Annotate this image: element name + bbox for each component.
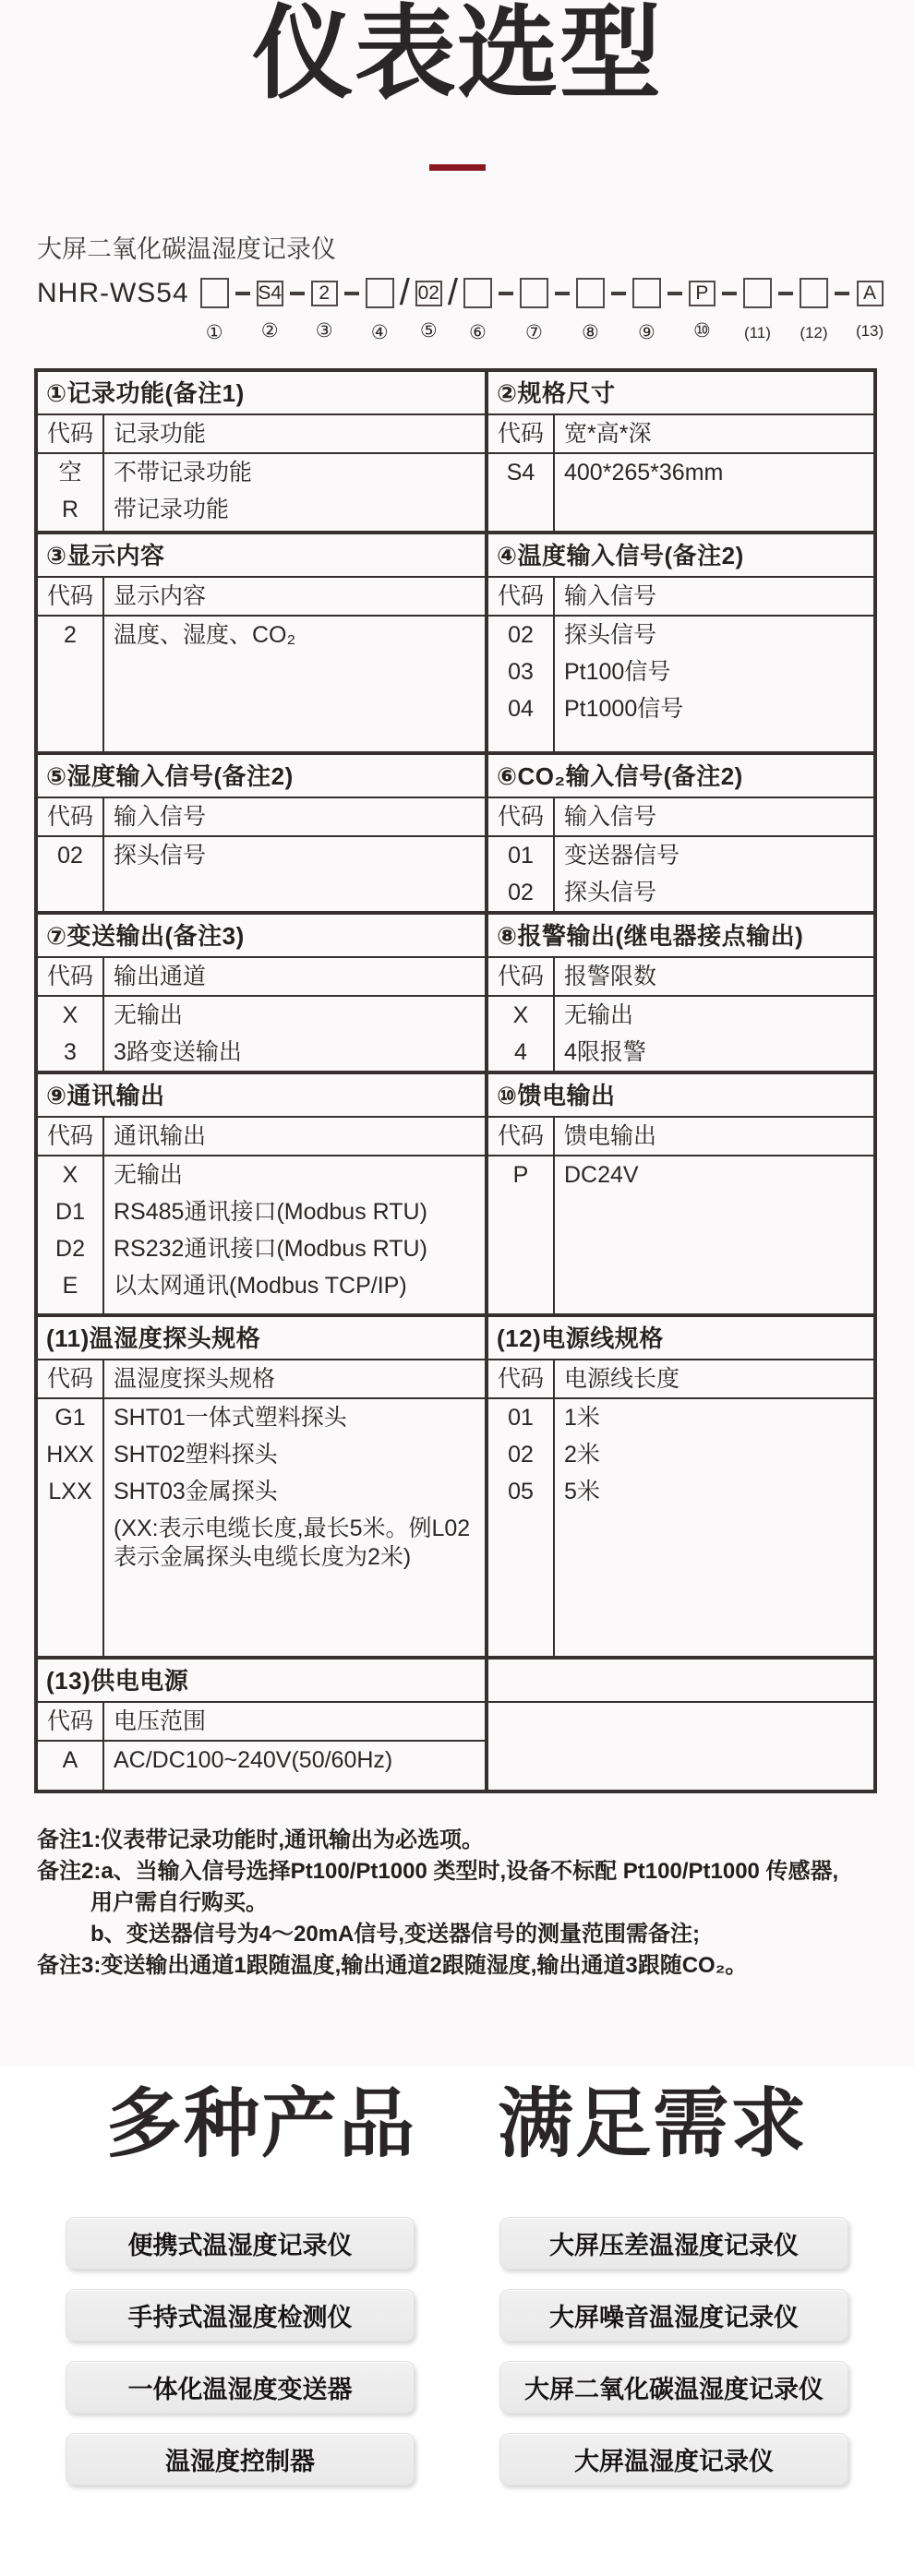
product-button[interactable]: 大屏压差温湿度记录仪 (499, 2217, 848, 2270)
dash-glyph (499, 292, 513, 295)
desc-cell: Pt1000信号 (564, 696, 684, 723)
model-code-box: S4 (257, 281, 283, 306)
code-col-header: 代码 (38, 1360, 102, 1399)
product-button[interactable]: 大屏二氧化碳温湿度记录仪 (499, 2361, 848, 2414)
code-cell: 01 (508, 843, 534, 869)
model-position-label: ⑩ (693, 320, 711, 342)
section-title: ①记录功能(备注1) (38, 372, 485, 415)
product-button[interactable]: 便携式温湿度记录仪 (66, 2217, 415, 2270)
product-name: 大屏二氧化碳温湿度记录仪 (37, 235, 336, 264)
desc-cell: 探头信号 (564, 880, 657, 906)
code-cell: 空 (58, 460, 82, 486)
desc-cell: 5米 (564, 1479, 600, 1505)
model-position (689, 278, 716, 342)
desc-cell: 带记录功能 (114, 497, 230, 523)
model-prefix: NHR-WS54 (37, 278, 189, 309)
code-cell: X (62, 1002, 78, 1029)
code-cell: D2 (55, 1236, 85, 1263)
model-position (200, 278, 229, 344)
model-code-box: 2 (311, 281, 338, 306)
product-button[interactable]: 一体化温湿度变送器 (66, 2361, 415, 2414)
section-body (38, 958, 485, 1071)
desc-cell: 探头信号 (564, 622, 657, 649)
model-position-label: ④ (370, 322, 389, 344)
table-group (38, 1317, 873, 1659)
table-section (38, 915, 488, 1071)
desc-cell: RS485通讯接口(Modbus RTU) (114, 1199, 427, 1226)
product-button[interactable]: 大屏温湿度记录仪 (499, 2433, 848, 2486)
products-heading-right: 满足需求 (498, 2082, 809, 2167)
model-code-line (37, 272, 914, 344)
desc-cell: Pt100信号 (564, 659, 671, 686)
model-code-box (743, 278, 772, 308)
desc-col-header: 报警限数 (553, 958, 873, 997)
model-separator-dash (667, 278, 682, 308)
section-body (38, 798, 485, 911)
product-button-column-right (499, 2217, 848, 2486)
section-body (488, 1118, 873, 1313)
desc-cell: RS232通讯接口(Modbus RTU) (114, 1236, 427, 1263)
section-title: ④温度输入信号(备注2) (488, 534, 873, 578)
note-line: b、变送器信号为4～20mA信号,变送器信号的测量范围需备注; (90, 1922, 701, 1947)
code-cell: D1 (55, 1199, 85, 1226)
section-title (488, 1659, 873, 1703)
code-col-header: 代码 (38, 578, 102, 617)
desc-col-header: 宽*高*深 (553, 415, 873, 454)
model-code-box (200, 278, 229, 308)
code-cell: A (62, 1747, 78, 1774)
section-title: ⑧报警输出(继电器接点输出) (488, 915, 873, 958)
model-position-label: (11) (743, 324, 771, 342)
desc-cell: 不带记录功能 (114, 460, 253, 486)
note-line: 备注1:仪表带记录功能时,通讯输出为必选项。 (37, 1827, 485, 1853)
section-body (488, 1703, 873, 1790)
desc-cell: (XX:表示电缆长度,最长5米。例L02表示金属探头电缆长度为2米) (114, 1516, 471, 1571)
code-cell: X (512, 1002, 529, 1029)
model-code-box (463, 278, 492, 308)
section-title: ②规格尺寸 (488, 372, 873, 415)
product-button-grid (0, 2217, 914, 2486)
dash-glyph (344, 292, 359, 295)
code-cell (38, 1510, 102, 1576)
model-position (463, 278, 492, 344)
code-cell: HXX (46, 1442, 94, 1468)
desc-cell: DC24V (564, 1162, 639, 1189)
code-cell: 04 (508, 696, 534, 723)
model-position (366, 278, 394, 344)
table-group (38, 372, 873, 534)
code-cell: 4 (514, 1039, 527, 1066)
dash-glyph (290, 292, 305, 295)
code-cell: 05 (508, 1479, 534, 1505)
model-position-label: ③ (315, 320, 333, 342)
note-line: 用户需自行购买。 (90, 1890, 268, 1916)
table-section (38, 534, 488, 751)
note-line: 备注3:变送输出通道1跟随温度,输出通道2跟随湿度,输出通道3跟随CO₂。 (37, 1953, 748, 1979)
desc-col-header: 输入信号 (553, 578, 873, 617)
code-col-header: 代码 (488, 798, 553, 837)
section-body (38, 415, 485, 531)
model-position (520, 278, 548, 344)
model-position (576, 278, 605, 344)
model-position (311, 278, 338, 342)
products-section (0, 2067, 914, 2575)
dash-glyph (667, 292, 682, 295)
section-body (488, 578, 873, 751)
model-position (415, 278, 442, 342)
code-cell: P (512, 1162, 529, 1189)
section-title: ⑦变送输出(备注3) (38, 915, 485, 958)
section-title: (12)电源线规格 (488, 1317, 873, 1360)
table-section (38, 1074, 488, 1313)
desc-col-header: 馈电输出 (553, 1118, 873, 1156)
desc-col-header: 温湿度探头规格 (102, 1360, 485, 1399)
table-group (38, 915, 873, 1074)
desc-cell: SHT01一体式塑料探头 (114, 1405, 347, 1432)
hero (0, 2, 914, 171)
section-body (488, 415, 873, 531)
model-position-label: ⑦ (525, 322, 543, 344)
table-section (38, 1659, 488, 1790)
model-position (800, 278, 828, 342)
code-col-header: 代码 (38, 958, 102, 997)
model-separator-slash: / (399, 272, 410, 314)
model-code-boxes (200, 272, 884, 344)
section-title: ③显示内容 (38, 534, 485, 578)
dash-glyph (778, 292, 793, 295)
code-cell: X (62, 1162, 78, 1189)
code-cell: LXX (48, 1479, 92, 1505)
code-cell: 01 (508, 1405, 534, 1432)
desc-cell: 无输出 (564, 1002, 634, 1029)
code-col-header: 代码 (488, 415, 553, 454)
desc-cell: AC/DC100~240V(50/60Hz) (114, 1747, 393, 1774)
note-line: 备注2:a、当输入信号选择Pt100/Pt1000 类型时,设备不标配 Pt100/Pt1000 传感器, (37, 1859, 839, 1885)
desc-cell: 3路变送输出 (114, 1039, 242, 1066)
model-selection-section (0, 234, 914, 344)
table-section (38, 372, 488, 531)
code-cell: S4 (506, 460, 535, 486)
table-section (488, 755, 873, 911)
desc-col-header: 电压范围 (102, 1703, 485, 1742)
desc-col-header: 电源线长度 (553, 1360, 873, 1399)
products-heading-left: 多种产品 (105, 2082, 416, 2167)
model-separator-dash (722, 278, 737, 308)
section-title: ⑤湿度输入信号(备注2) (38, 755, 485, 798)
desc-cell: 以太网通讯(Modbus TCP/IP) (114, 1273, 407, 1300)
table-section (488, 1317, 873, 1656)
code-cell: 03 (508, 659, 534, 686)
model-code-box (366, 278, 394, 308)
page-title: 仪表选型 (252, 0, 662, 111)
code-cell: G1 (54, 1405, 86, 1432)
model-position-label: ① (205, 322, 223, 344)
model-position-label: ⑧ (582, 322, 599, 344)
desc-cell: 2米 (564, 1442, 600, 1468)
code-cell: 02 (508, 880, 534, 906)
model-code-box (520, 278, 548, 308)
model-separator-dash (778, 278, 793, 308)
products-heading (0, 2083, 914, 2166)
table-group (38, 755, 873, 915)
model-separator-dash (290, 278, 305, 308)
table-section (488, 372, 873, 531)
code-col-header: 代码 (38, 1118, 102, 1156)
model-position-label: ② (260, 320, 279, 342)
dash-glyph (235, 292, 250, 295)
product-button[interactable]: 温湿度控制器 (66, 2433, 415, 2486)
desc-cell: 1米 (564, 1405, 600, 1432)
model-separator-dash (611, 278, 626, 308)
table-section (488, 1074, 873, 1313)
model-position (743, 278, 772, 342)
model-position-label: (12) (800, 324, 828, 342)
model-code-box: P (689, 281, 716, 306)
model-code-box: 02 (415, 281, 442, 306)
section-title: ⑥CO₂输入信号(备注2) (488, 755, 873, 798)
code-cell: 02 (508, 1442, 534, 1468)
dash-glyph (611, 292, 626, 295)
code-cell: E (62, 1273, 78, 1300)
table-group (38, 1659, 873, 1790)
desc-col-header: 输入信号 (553, 798, 873, 837)
code-col-header: 代码 (488, 578, 553, 617)
section-body (38, 578, 485, 751)
model-position-label: (13) (855, 322, 884, 341)
product-button[interactable]: 大屏噪音温湿度记录仪 (499, 2289, 848, 2342)
code-col-header: 代码 (488, 1360, 553, 1399)
desc-col-header: 通讯输出 (102, 1118, 485, 1156)
section-title: (13)供电电源 (38, 1659, 485, 1703)
model-separator-dash (235, 278, 250, 308)
table-section (38, 755, 488, 911)
code-col-header: 代码 (38, 798, 102, 837)
code-col-header: 代码 (488, 1118, 553, 1156)
desc-cell: 无输出 (114, 1002, 184, 1029)
section-title: ⑨通讯输出 (38, 1074, 485, 1118)
desc-cell: SHT02塑料探头 (114, 1442, 278, 1468)
product-button-column-left (66, 2217, 415, 2486)
section-title: (11)温湿度探头规格 (38, 1317, 485, 1360)
desc-cell: SHT03金属探头 (114, 1479, 278, 1505)
model-separator-dash (835, 278, 849, 308)
model-separator-slash: / (447, 272, 458, 314)
model-code-box: A (857, 281, 884, 306)
table-section (38, 1317, 488, 1656)
desc-cell: 400*265*36mm (564, 460, 724, 486)
model-position-label: ⑨ (638, 322, 655, 344)
model-position (856, 278, 884, 341)
table-section (488, 1659, 873, 1790)
desc-col-header: 显示内容 (102, 578, 485, 617)
model-position (257, 278, 283, 342)
table-section (488, 534, 873, 751)
desc-cell: 4限报警 (564, 1039, 646, 1066)
section-body (38, 1360, 485, 1656)
product-button[interactable]: 手持式温湿度检测仪 (66, 2289, 415, 2342)
dash-glyph (835, 292, 849, 295)
model-separator-dash (344, 278, 359, 308)
desc-col-header: 输入信号 (102, 798, 485, 837)
code-col-header: 代码 (488, 958, 553, 997)
model-code-box (632, 278, 661, 308)
code-cell: 2 (64, 622, 77, 649)
model-code-box (576, 278, 605, 308)
desc-cell: 变送器信号 (564, 843, 680, 869)
table-section (488, 915, 873, 1071)
table-group (38, 534, 873, 755)
table-group (38, 1074, 873, 1317)
code-col-header: 代码 (38, 415, 102, 454)
code-cell: 02 (508, 622, 534, 649)
desc-cell: 无输出 (114, 1162, 184, 1189)
model-code-box (800, 278, 828, 308)
model-position-label: ⑤ (419, 320, 438, 342)
desc-col-header: 输出通道 (102, 958, 485, 997)
code-cell: 02 (57, 843, 83, 869)
section-body (488, 1360, 873, 1656)
dash-glyph (555, 292, 570, 295)
model-position (632, 278, 661, 344)
code-cell: 3 (64, 1039, 77, 1066)
code-cell: R (61, 497, 79, 523)
section-body (38, 1703, 485, 1790)
title-accent-dash (429, 164, 486, 171)
section-body (38, 1118, 485, 1313)
spec-table (34, 368, 877, 1793)
desc-cell: 温度、湿度、CO₂ (114, 622, 296, 649)
dash-glyph (722, 292, 737, 295)
notes (37, 1825, 877, 1982)
section-body (488, 958, 873, 1071)
model-separator-dash (499, 278, 513, 308)
code-col-header: 代码 (38, 1703, 102, 1742)
section-title: ⑩馈电输出 (488, 1074, 873, 1118)
desc-col-header: 记录功能 (102, 415, 485, 454)
section-body (488, 798, 873, 911)
desc-cell: 探头信号 (114, 843, 207, 869)
model-separator-dash (555, 278, 570, 308)
model-position-label: ⑥ (469, 322, 487, 344)
